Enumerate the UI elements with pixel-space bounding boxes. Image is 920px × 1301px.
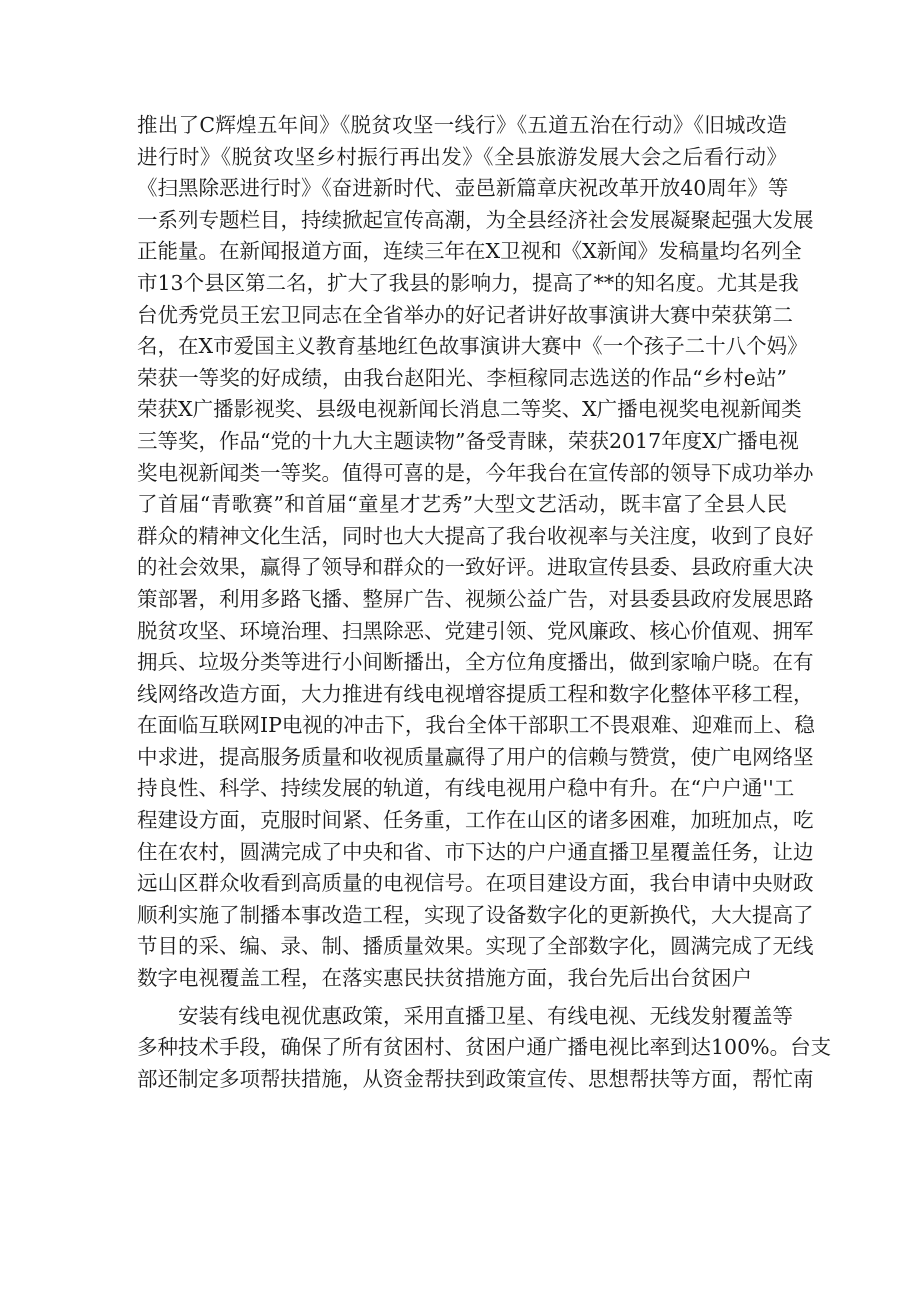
text-line: 安装有线电视优惠政策，采用直播卫星、有线电视、无线发射覆盖等 [178,1003,793,1028]
text-line: 三等奖，作品“党的十九大主题读物”备受青睐，荣获2017年度X广播电视 [137,428,799,453]
paragraph-1 [137,110,815,995]
text-line: 推出了C辉煌五年间》《脱贫攻坚一线行》《五道五治在行动》《旧城改造 [137,113,787,137]
text-line: 持良性、科学、持续发展的轨道，有线电视用户稳中有升。在“户户通''工 [137,776,795,801]
text-line: 远山区群众收看到高质量的电视信号。在项目建设方面，我台申请中央财政 [137,871,814,896]
text-line: 线网络改造方面，大力推进有线电视增容提质工程和数字化整体平移工程， [137,681,814,706]
body-text [137,110,832,1095]
text-line: 名，在X市爱国主义教育基地红色故事演讲大赛中《一个孩子二十八个妈》 [137,334,808,359]
text-line: 拥兵、垃圾分类等进行小间断播出，全方位角度播出，做到家喻户晓。在有 [137,650,814,675]
text-line: 顺利实施了制播本事改造工程，实现了设备数字化的更新换代，大大提高了 [137,902,814,927]
text-line: 在面临互联网IP电视的冲击下，我台全体干部职工不畏艰难、迎难而上、稳 [137,713,815,738]
text-line: 住在农村，圆满完成了中央和省、市下达的户户通直播卫星覆盖任务，让边 [137,839,814,864]
text-line: 正能量。在新闻报道方面，连续三年在X卫视和《X新闻》发稿量均名列全 [137,239,802,264]
text-line: 台优秀党员王宏卫同志在全省举办的好记者讲好故事演讲大赛中荣获第二 [137,302,793,327]
paragraph-2 [137,1001,832,1096]
text-line: 数字电视覆盖工程，在落实惠民扶贫措施方面，我台先后出台贫困户 [137,966,752,991]
text-line: 策部署，利用多路飞播、整屏广告、视频公益广告，对县委县政府发展思路 [137,586,814,611]
text-line: 奖电视新闻类一等奖。值得可喜的是，今年我台在宣传部的领导下成功举办 [137,460,814,485]
text-line: 多种技术手段，确保了所有贫困村、贫困户通广播电视比率到达100%。台支 [137,1035,832,1060]
text-line: 《扫黑除恶进行时》《奋进新时代、壶邑新篇章庆祝改革开放40周年》等 [137,176,789,201]
text-line: 脱贫攻坚、环境治理、扫黑除恶、党建引领、党风廉政、核心价值观、拥军 [137,618,814,643]
text-line: 进行时》《脱贫攻坚乡村振行再出发》《全县旅游发展大会之后看行动》 [137,144,787,169]
text-line: 了首届“青歌赛”和首届“童星才艺秀”大型文艺活动，既丰富了全县人民 [137,492,787,517]
text-line: 程建设方面，克服时间紧、任务重，工作在山区的诸多困难，加班加点，吃 [137,808,814,833]
text-line: 荣获一等奖的好成绩，由我台赵阳光、李桓稼同志选送的作品“乡村e站” [137,365,787,390]
text-line: 部还制定多项帮扶措施，从资金帮扶到政策宣传、思想帮扶等方面，帮忙南 [137,1066,814,1091]
text-line: 市13个县区第二名，扩大了我县的影响力，提高了**的知名度。尤其是我 [137,270,799,295]
text-line: 群众的精神文化生活，同时也大大提高了我台收视率与关注度，收到了良好 [137,523,814,548]
text-line: 一系列专题栏目，持续掀起宣传高潮，为全县经济社会发展凝聚起强大发展 [137,207,814,232]
text-line: 荣获X广播影视奖、县级电视新闻长消息二等奖、X广播电视奖电视新闻类 [137,397,802,422]
text-line: 节目的采、编、录、制、播质量效果。实现了全部数字化，圆满完成了无线 [137,934,814,959]
text-line: 中求进，提高服务质量和收视质量赢得了用户的信赖与赞赏，使广电网络坚 [137,744,814,769]
text-line: 的社会效果，赢得了领导和群众的一致好评。进取宣传县委、县政府重大决 [137,555,814,580]
